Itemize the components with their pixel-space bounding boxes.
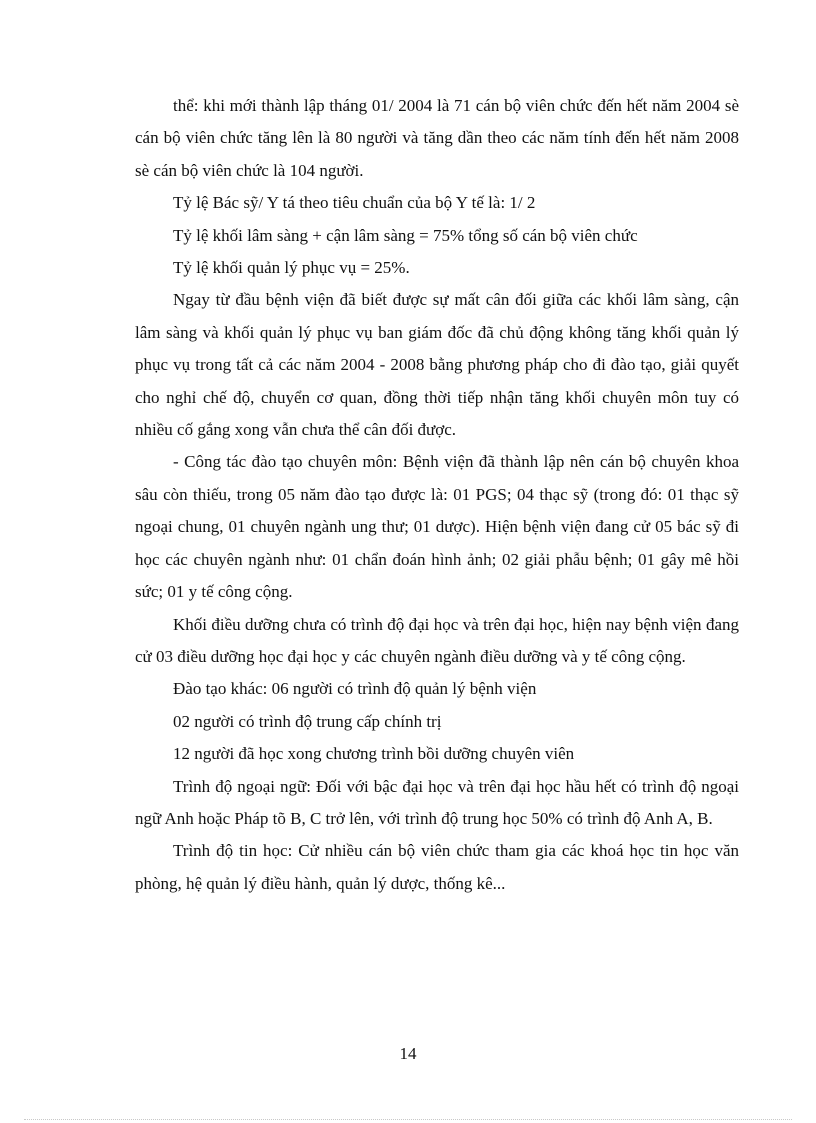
paragraph-it-skills: Trình độ tin học: Cử nhiều cán bộ viên chức tham gia các khoá học tin học văn phòng, hệ quản lý điều hành, quản lý dược, thống kê... xyxy=(135,841,739,893)
paragraph-clinical-ratio: Tỷ lệ khối lâm sàng + cận lâm sàng = 75% tổng số cán bộ viên chức xyxy=(173,225,638,245)
paragraph-specialist-training: 12 người đã học xong chương trình bồi dưỡng chuyên viên xyxy=(173,744,575,764)
paragraph-professional-training: - Công tác đào tạo chuyên môn: Bệnh viện đã thành lập nên cán bộ chuyên khoa sâu còn thiếu, trong 05 năm đào tạo được là: 01 PGS; 04 thạc sỹ (trong đó: 01 thạc sỹ ngoại chung, 01 chuyên ngành ung thư; 01 dược). Hiện bệnh viện đang cử 05 bác sỹ đi học các chuyên ngành như: 01 chẩn đoán hình ảnh; 02 giải phẫu bệnh; 01 gây mê hồi sức; 01 y tế công cộng. xyxy=(135,452,739,602)
paragraph-political-training: 02 người có trình độ trung cấp chính trị xyxy=(173,711,442,731)
paragraph-doctor-nurse-ratio: Tỷ lệ Bác sỹ/ Y tá theo tiêu chuẩn của bộ Y tế là: 1/ 2 xyxy=(173,193,536,213)
paragraph-nursing-block: Khối điều dưỡng chưa có trình độ đại học và trên đại học, hiện nay bệnh viện đang cử 03 điều dưỡng học đại học y các chuyên ngành điều dưỡng và y tế công cộng. xyxy=(135,614,739,666)
paragraph-imbalance: Ngay từ đầu bệnh viện đã biết được sự mất cân đối giữa các khối lâm sàng, cận lâm sàng và khối quản lý phục vụ ban giám đốc đã chủ động không tăng khối quản lý phục vụ trong tất cả các năm 2004 - 2008 bằng phương pháp cho đi đào tạo, giải quyết cho nghỉ chế độ, chuyển cơ quan, đồng thời tiếp nhận tăng khối chuyên môn tuy có nhiều cố gắng xong vẫn chưa thể cân đối được. xyxy=(135,290,739,440)
paragraph-management-ratio: Tỷ lệ khối quản lý phục vụ = 25%. xyxy=(173,258,410,278)
paragraph-other-training: Đào tạo khác: 06 người có trình độ quản lý bệnh viện xyxy=(173,679,537,699)
document-body xyxy=(135,90,739,900)
page-number: 14 xyxy=(399,1044,417,1063)
paragraph-foreign-language: Trình độ ngoại ngữ: Đối với bậc đại học và trên đại học hầu hết có trình độ ngoại ngữ Anh hoặc Pháp tõ B, C trở lên, với trình độ trung học 50% có trình độ Anh A, B. xyxy=(135,776,739,828)
page-bottom-divider xyxy=(24,1119,792,1120)
paragraph-staff-growth: thể: khi mới thành lập tháng 01/ 2004 là 71 cán bộ viên chức đến hết năm 2004 sè cán bộ viên chức tăng lên là 80 người và tăng dần theo các năm tính đến hết năm 2008 sè cán bộ viên chức là 104 người. xyxy=(135,96,739,180)
